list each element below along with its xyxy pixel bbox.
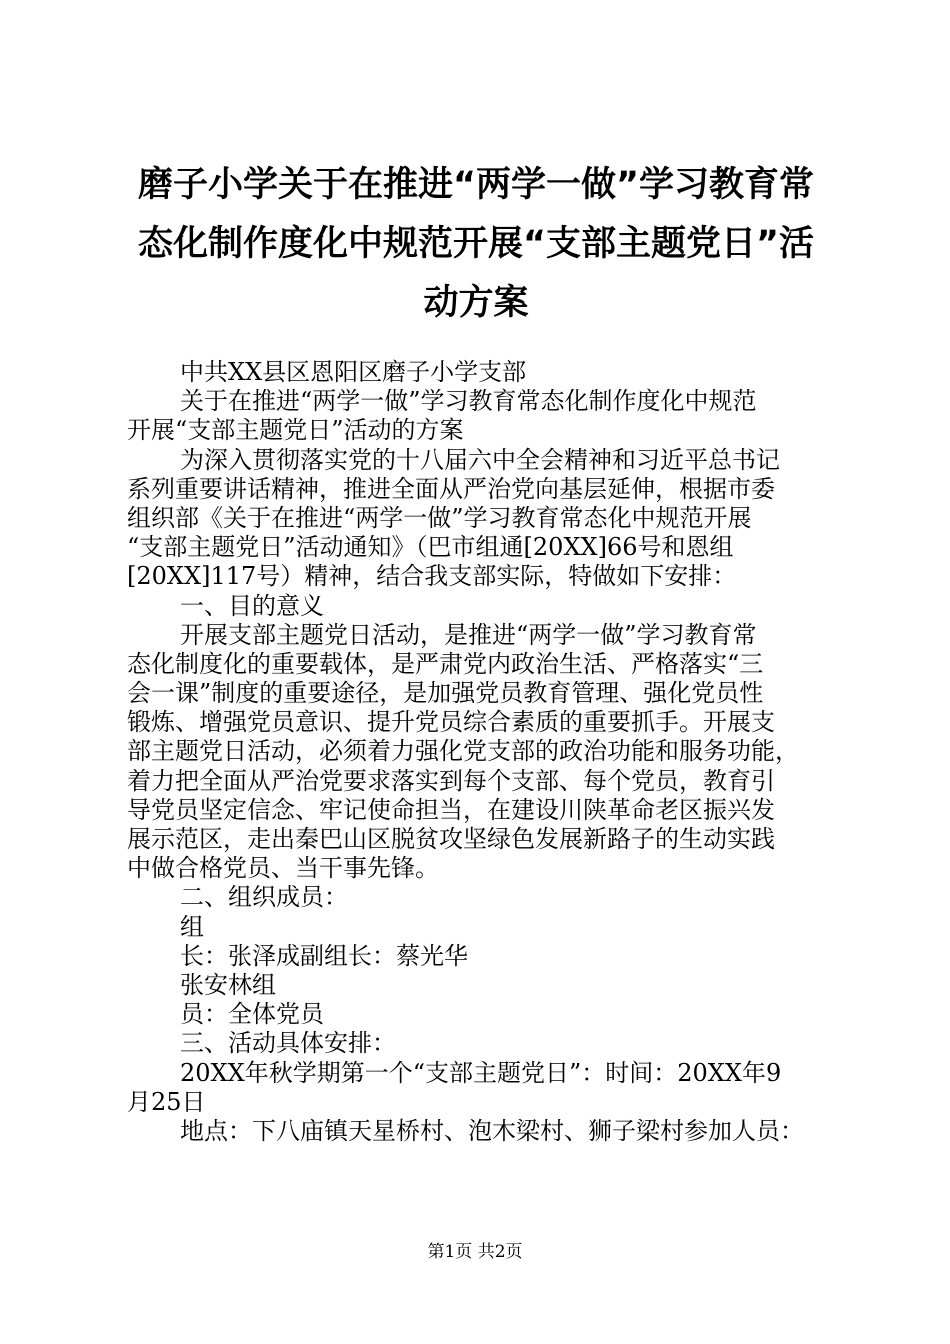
- body-line: 中做合格党员、当干事先锋。: [127, 854, 439, 883]
- body-line: 地点：下八庙镇天星桥村、泡木梁村、狮子梁村参加人员：: [180, 1116, 804, 1145]
- section-heading-schedule: 三、活动具体安排：: [180, 1029, 396, 1058]
- body-line: 20XX年秋学期第一个“支部主题党日”：时间：20XX年9: [180, 1058, 782, 1087]
- body-line: [20XX]117号）精神，结合我支部实际，特做如下安排：: [127, 562, 737, 591]
- document-body: [127, 358, 832, 1146]
- body-line: 月25日: [127, 1087, 206, 1116]
- body-line: 张安林组: [180, 970, 276, 999]
- title-line: 态化制作度化中规范开展“支部主题党日”活: [137, 224, 814, 264]
- body-line: 态化制度化的重要载体，是严肃党内政治生活、严格落实“三: [127, 649, 764, 678]
- body-line: 锻炼、增强党员意识、提升党员综合素质的重要抓手。开展支: [127, 708, 775, 737]
- body-line: 为深入贯彻落实党的十八届六中全会精神和习近平总书记: [180, 445, 780, 474]
- body-line-org: 中共XX县区恩阳区磨子小学支部: [180, 358, 527, 386]
- body-line: 导党员坚定信念、牢记使命担当，在建设川陕革命老区振兴发: [127, 795, 775, 824]
- body-line: 展示范区，走出秦巴山区脱贫攻坚绿色发展新路子的生动实践: [127, 825, 775, 853]
- body-line: 员：全体党员: [180, 1000, 324, 1029]
- title-line: 动方案: [423, 283, 529, 323]
- body-line: 组: [180, 912, 204, 941]
- document-title: [120, 156, 832, 333]
- section-heading-members: 二、组织成员：: [180, 883, 348, 912]
- body-line: 开展“支部主题党日”活动的方案: [127, 416, 464, 445]
- body-line: 长：张泽成副组长：蔡光华: [180, 941, 468, 970]
- body-line: 系列重要讲话精神，推进全面从严治党向基层延伸，根据市委: [127, 474, 775, 503]
- body-line: 会一课”制度的重要途径，是加强党员教育管理、强化党员性: [127, 679, 764, 708]
- body-line: “支部主题党日”活动通知》（巴市组通[20XX]66号和恩组: [127, 533, 734, 562]
- body-line: 组织部《关于在推进“两学一做”学习教育常态化中规范开展: [127, 503, 752, 532]
- body-line-subtitle: 关于在推进“两学一做”学习教育常态化制作度化中规范: [180, 387, 757, 416]
- body-line: 开展支部主题党日活动，是推进“两学一做”学习教育常: [180, 620, 757, 649]
- page-footer: 第1页 共2页: [427, 1242, 523, 1262]
- body-line: 着力把全面从严治党要求落实到每个支部、每个党员，教育引: [127, 766, 775, 795]
- section-heading-purpose: 一、目的意义: [180, 591, 324, 620]
- body-line: 部主题党日活动，必须着力强化党支部的政治功能和服务功能，: [127, 737, 799, 766]
- title-line: 磨子小学关于在推进“两学一做”学习教育常: [137, 165, 814, 205]
